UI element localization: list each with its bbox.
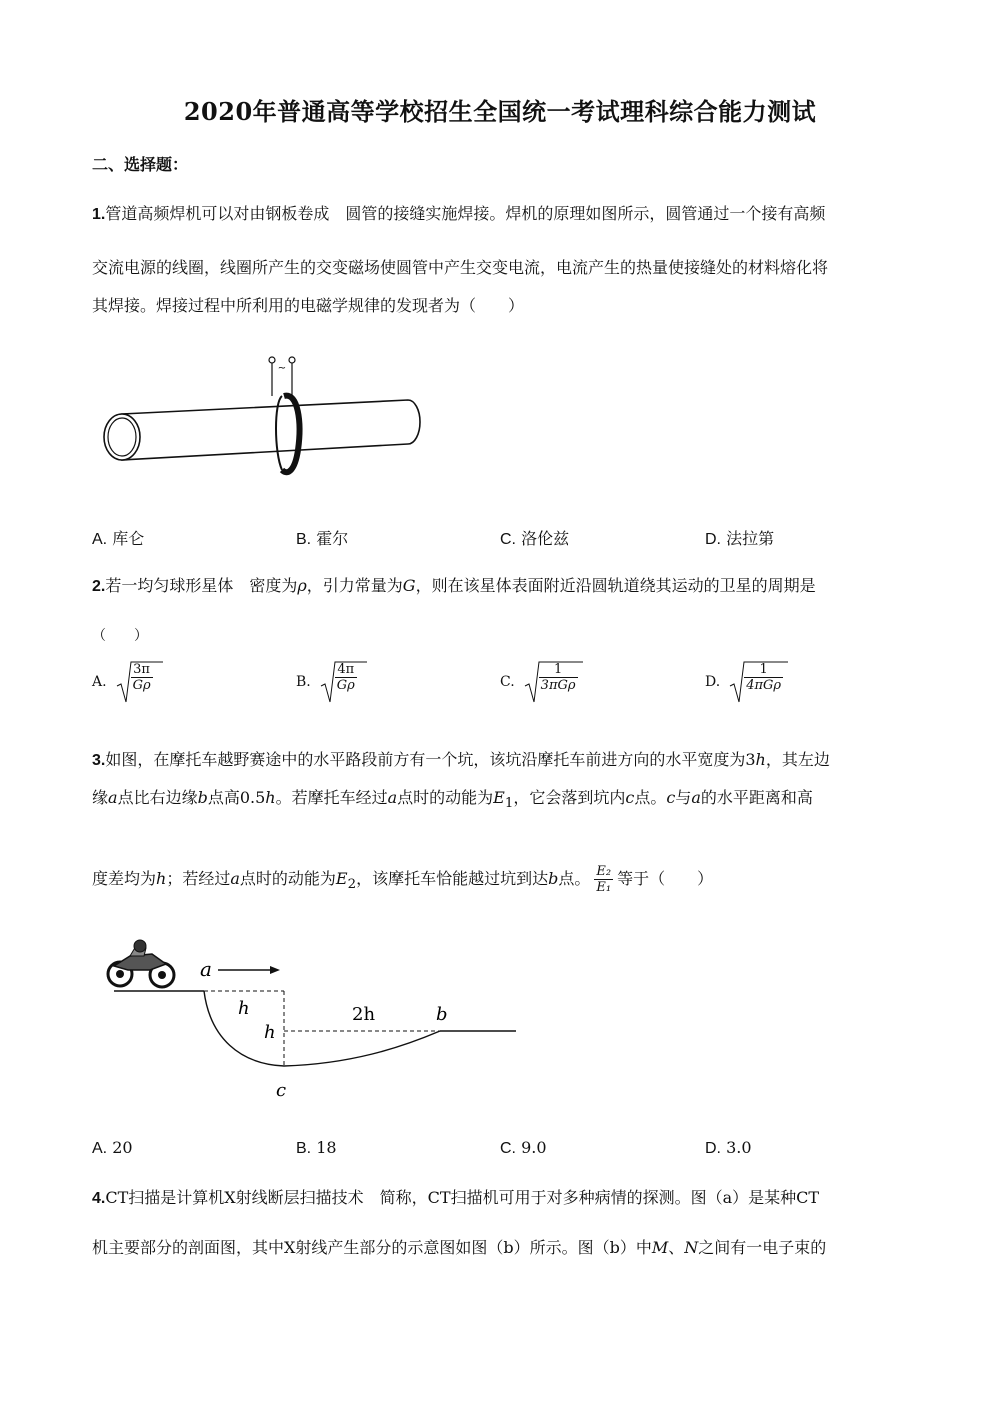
- option-text: 9.0: [521, 1138, 547, 1157]
- q3-line-2: [92, 788, 922, 814]
- option-letter: C.: [500, 674, 515, 690]
- q2-option-d: [705, 660, 782, 704]
- q3-text: 与: [675, 788, 692, 807]
- n-symbol: N: [684, 1238, 699, 1257]
- numerator: 3π: [131, 662, 153, 678]
- option-letter: B.: [296, 531, 312, 548]
- q4-text: CT扫描是计算机X射线断层扫描技术 简称，CT扫描机可用于对多种病情的探测。图（a）是某种CT: [105, 1188, 820, 1207]
- subscript: 1: [504, 796, 514, 812]
- label-a: a: [200, 957, 212, 981]
- separator: 、: [668, 1238, 685, 1257]
- pipe-body: [122, 400, 420, 460]
- option-letter: C.: [500, 1140, 516, 1157]
- numerator: E₂: [596, 864, 612, 879]
- label-h-top: h: [238, 998, 250, 1019]
- denominator: Gρ: [132, 678, 151, 693]
- q1-option-b: [296, 526, 348, 549]
- q3-option-c: [500, 1138, 547, 1158]
- rho-symbol: ρ: [297, 576, 307, 595]
- q3-text: 的水平距离和高: [700, 788, 813, 807]
- sqrt-expression: [115, 660, 151, 704]
- q3-line-3: [92, 852, 922, 912]
- q3-text: ，其左边: [765, 750, 830, 769]
- option-letter: A.: [92, 674, 107, 690]
- ac-symbol: ~: [277, 363, 287, 374]
- sqrt-expression: [728, 660, 782, 704]
- denominator: E₁: [596, 880, 612, 895]
- q3-text: 点时的动能为: [397, 788, 494, 807]
- terminal-right: [289, 357, 295, 363]
- q3-text: 。若摩托车经过: [275, 788, 388, 807]
- terminal-left: [269, 357, 275, 363]
- subscript: 2: [347, 877, 357, 893]
- q4-line-2: [92, 1238, 922, 1258]
- q1-number: 1.: [92, 206, 106, 223]
- b-symbol: b: [548, 869, 559, 888]
- numerator: 4π: [335, 662, 357, 678]
- c-symbol: c: [666, 788, 676, 807]
- a-symbol: a: [691, 788, 701, 807]
- option-letter: C.: [500, 531, 516, 548]
- a-symbol: a: [387, 788, 398, 807]
- q3-text: 点比右边缘: [117, 788, 198, 807]
- q2-option-a: [92, 660, 151, 704]
- fraction: [744, 662, 783, 693]
- option-text: 18: [316, 1138, 337, 1157]
- option-letter: B.: [296, 674, 311, 690]
- b-symbol: b: [197, 788, 208, 807]
- q4-number: 4.: [92, 1190, 106, 1207]
- option-letter: B.: [296, 1140, 312, 1157]
- q2-text-c: ，则在该星体表面附近沿圆轨道绕其运动的卫星的周期是: [415, 576, 816, 595]
- section-heading: 二、选择题：: [92, 155, 189, 174]
- q3-pit-figure: [100, 938, 520, 1102]
- label-h-side: h: [264, 1022, 276, 1043]
- pipe-inner-rim: [108, 418, 136, 456]
- e-symbol: E: [493, 788, 505, 807]
- q2-text-a: 若一均匀球形星体 密度为: [105, 576, 298, 595]
- fraction: [335, 662, 357, 693]
- a-symbol: a: [108, 788, 118, 807]
- q1-option-c: [500, 526, 569, 549]
- numerator: 1: [744, 662, 783, 678]
- q3-text: 度差均为: [92, 869, 157, 888]
- q1-line-1: [92, 204, 922, 225]
- q3-text: 如图，在摩托车越野赛途中的水平路段前方有一个坑，该坑沿摩托车前进方向的水平宽度为3: [105, 750, 756, 769]
- q3-text: ，它会落到坑内: [513, 788, 626, 807]
- h-symbol: h: [755, 750, 766, 769]
- q3-text: 等于（ ）: [617, 869, 714, 888]
- q1-line-3: 其焊接。焊接过程中所利用的电磁学规律的发现者为（ ）: [92, 296, 525, 315]
- q3-option-d: [705, 1138, 752, 1158]
- label-2h: 2h: [352, 1004, 376, 1025]
- g-symbol: G: [402, 576, 416, 595]
- q3-text: 点。: [634, 788, 667, 807]
- c-symbol: c: [625, 788, 635, 807]
- option-text: 3.0: [726, 1138, 752, 1157]
- q3-number: 3.: [92, 752, 106, 769]
- option-letter: A.: [92, 1140, 108, 1157]
- option-letter: D.: [705, 531, 721, 548]
- fraction: [131, 662, 153, 693]
- label-c: c: [276, 1080, 287, 1101]
- q2-number: 2.: [92, 578, 106, 595]
- q3-option-b: [296, 1138, 337, 1158]
- q3-option-a: [92, 1138, 133, 1158]
- h-symbol: h: [265, 788, 276, 807]
- q1-option-a: [92, 526, 144, 549]
- option-text: 洛伦兹: [521, 529, 570, 548]
- denominator: Gρ: [336, 678, 355, 693]
- denominator: 3πGρ: [540, 678, 576, 693]
- q3-text: 点高0.5: [207, 788, 266, 807]
- q4-text: 机主要部分的剖面图，其中X射线产生部分的示意图如图（b）所示。图（b）中: [92, 1238, 652, 1257]
- q3-text: ；若经过: [166, 869, 231, 888]
- energy-ratio-fraction: [594, 864, 613, 895]
- q2-text-b: ，引力常量为: [306, 576, 403, 595]
- e-symbol: E: [335, 869, 348, 888]
- sqrt-expression: [523, 660, 576, 704]
- a-symbol: a: [230, 869, 240, 888]
- motorcycle-icon: [108, 940, 174, 987]
- q2-line-2: （ ）: [92, 628, 148, 644]
- option-text: 霍尔: [316, 529, 349, 548]
- q2-option-b: [296, 660, 355, 704]
- q1-pipe-coil-figure: [98, 352, 428, 492]
- option-text: 法拉第: [726, 529, 775, 548]
- option-letter: D.: [705, 674, 721, 690]
- q3-text: 点时的动能为: [239, 869, 336, 888]
- option-letter: A.: [92, 531, 108, 548]
- numerator: 1: [539, 662, 578, 678]
- sqrt-expression: [319, 660, 355, 704]
- q3-text: ，该摩托车恰能越过坑到达: [356, 869, 549, 888]
- label-b: b: [436, 1004, 448, 1025]
- option-text: 库仑: [112, 529, 145, 548]
- option-text: 20: [112, 1138, 133, 1157]
- option-letter: D.: [705, 1140, 721, 1157]
- q2-option-c: [500, 660, 576, 704]
- q1-text-1: 管道高频焊机可以对由钢板卷成 圆管的接缝实施焊接。焊机的原理如图所示，圆管通过一个接有高频: [105, 204, 826, 223]
- q1-option-d: [705, 526, 774, 549]
- q3-text: 点。: [558, 869, 591, 888]
- q3-line-1: [92, 750, 922, 771]
- m-symbol: M: [651, 1238, 669, 1257]
- q4-line-1: [92, 1188, 922, 1209]
- page-title: 2020年普通高等学校招生全国统一考试理科综合能力测试: [183, 97, 817, 126]
- arrow-head: [270, 966, 280, 974]
- q1-line-2: 交流电源的线圈，线圈所产生的交变磁场使圆管中产生交变电流，电流产生的热量使接缝处的材料熔化将: [92, 258, 829, 277]
- q4-text: 之间有一电子束的: [698, 1238, 827, 1257]
- q3-text: 缘: [92, 788, 109, 807]
- denominator: 4πGρ: [746, 678, 782, 693]
- q2-line-1: [92, 576, 922, 597]
- fraction: [539, 662, 578, 693]
- h-symbol: h: [156, 869, 167, 888]
